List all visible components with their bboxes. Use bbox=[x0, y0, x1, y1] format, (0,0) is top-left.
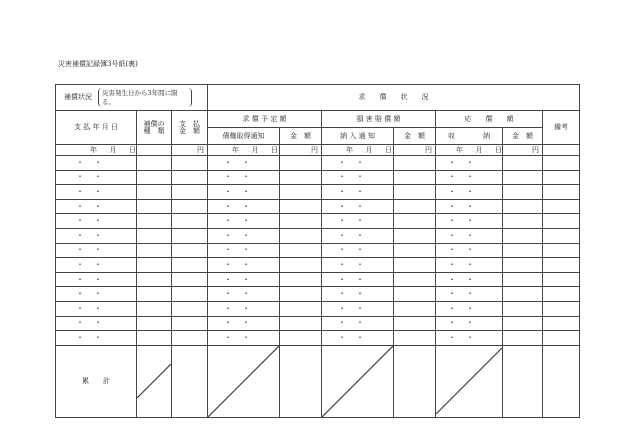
ymd-unit-cell bbox=[56, 145, 137, 156]
claim-amount-cell[interactable] bbox=[280, 214, 322, 229]
total-pay-amount[interactable] bbox=[172, 345, 208, 417]
date-cell[interactable] bbox=[208, 287, 280, 302]
damages-amount-cell[interactable] bbox=[394, 272, 436, 287]
response-amount-cell[interactable] bbox=[503, 331, 543, 346]
date-separators: ・ ・ bbox=[448, 274, 474, 284]
payment-notice-subheader: 納 入 通 知 bbox=[322, 128, 394, 145]
date-separators: ・ ・ bbox=[448, 259, 474, 269]
claim-amount-cell[interactable] bbox=[280, 185, 322, 200]
unit-month: 月 bbox=[251, 145, 259, 154]
yen-unit-cell: 円 bbox=[172, 145, 208, 156]
date-separators: ・ ・ bbox=[448, 245, 474, 255]
date-separators: ・ ・ bbox=[76, 303, 102, 313]
date-cell[interactable] bbox=[208, 156, 280, 171]
response-amount-cell[interactable] bbox=[503, 243, 543, 258]
date-separators: ・ ・ bbox=[448, 172, 474, 182]
date-cell[interactable] bbox=[436, 170, 503, 185]
date-cell[interactable] bbox=[208, 331, 280, 346]
pay-amount-cell[interactable] bbox=[172, 185, 208, 200]
comp-type-cell[interactable] bbox=[137, 331, 172, 346]
table-row bbox=[56, 272, 580, 287]
date-cell[interactable] bbox=[322, 185, 394, 200]
status-label: 補償状況 bbox=[64, 93, 92, 101]
response-amount-cell[interactable] bbox=[503, 156, 543, 171]
table-row bbox=[56, 287, 580, 302]
date-separators: ・ ・ bbox=[76, 274, 102, 284]
table-row bbox=[56, 258, 580, 273]
date-separators: ・ ・ bbox=[224, 274, 250, 284]
total-claim-date-slash bbox=[208, 345, 280, 417]
date-separators: ・ ・ bbox=[76, 216, 102, 226]
date-cell[interactable] bbox=[208, 258, 280, 273]
response-amount-cell[interactable] bbox=[503, 316, 543, 331]
date-separators: ・ ・ bbox=[338, 303, 364, 313]
date-cell[interactable] bbox=[322, 228, 394, 243]
response-amount-cell[interactable] bbox=[503, 199, 543, 214]
table-row bbox=[56, 243, 580, 258]
comp-type-cell[interactable] bbox=[137, 156, 172, 171]
date-separators: ・ ・ bbox=[338, 318, 364, 328]
date-separators: ・ ・ bbox=[76, 186, 102, 196]
comp-type-cell[interactable] bbox=[137, 170, 172, 185]
date-cell[interactable] bbox=[208, 170, 280, 185]
date-separators: ・ ・ bbox=[76, 245, 102, 255]
unit-month: 月 bbox=[109, 145, 117, 154]
damages-amount-cell[interactable] bbox=[394, 287, 436, 302]
claim-amount-cell[interactable] bbox=[280, 170, 322, 185]
response-amount-cell[interactable] bbox=[503, 287, 543, 302]
unit-day: 日 bbox=[129, 145, 136, 154]
date-separators: ・ ・ bbox=[448, 157, 474, 167]
date-separators: ・ ・ bbox=[448, 303, 474, 313]
date-cell[interactable] bbox=[56, 199, 137, 214]
date-separators: ・ ・ bbox=[224, 245, 250, 255]
date-separators: ・ ・ bbox=[76, 172, 102, 182]
pay-amount-cell[interactable] bbox=[172, 331, 208, 346]
date-cell[interactable] bbox=[436, 228, 503, 243]
date-cell[interactable] bbox=[56, 272, 137, 287]
date-separators: ・ ・ bbox=[448, 332, 474, 342]
damages-amount-cell[interactable] bbox=[394, 228, 436, 243]
date-separators: ・ ・ bbox=[76, 332, 102, 342]
pay-amount-cell[interactable] bbox=[172, 170, 208, 185]
date-separators: ・ ・ bbox=[338, 216, 364, 226]
pay-amount-cell[interactable] bbox=[172, 228, 208, 243]
remarks-cell[interactable] bbox=[543, 156, 580, 171]
date-separators: ・ ・ bbox=[338, 332, 364, 342]
unit-day: 日 bbox=[495, 145, 502, 154]
claim-amount-cell[interactable] bbox=[280, 287, 322, 302]
date-separators: ・ ・ bbox=[76, 230, 102, 240]
date-separators: ・ ・ bbox=[448, 230, 474, 240]
table-row bbox=[56, 228, 580, 243]
date-cell[interactable] bbox=[56, 287, 137, 302]
date-separators: ・ ・ bbox=[76, 289, 102, 299]
date-cell[interactable] bbox=[436, 199, 503, 214]
blank-cell bbox=[137, 145, 172, 156]
status-note: 災害発生日から3年間に限る。 bbox=[98, 88, 192, 108]
remarks-header: 備考 bbox=[543, 111, 580, 145]
date-cell[interactable] bbox=[322, 156, 394, 171]
date-cell[interactable] bbox=[322, 214, 394, 229]
date-separators: ・ ・ bbox=[448, 186, 474, 196]
date-separators: ・ ・ bbox=[338, 201, 364, 211]
response-amount-cell[interactable] bbox=[503, 185, 543, 200]
amount-a-subheader: 金 額 bbox=[280, 128, 322, 145]
damages-amount-cell[interactable] bbox=[394, 214, 436, 229]
table-row bbox=[56, 316, 580, 331]
pay-amount-cell[interactable] bbox=[172, 301, 208, 316]
date-cell[interactable] bbox=[436, 316, 503, 331]
yen-unit-cell: 円 bbox=[503, 145, 543, 156]
response-amount-cell[interactable] bbox=[503, 214, 543, 229]
remarks-cell[interactable] bbox=[543, 214, 580, 229]
diagonal-line bbox=[436, 348, 502, 414]
date-separators: ・ ・ bbox=[338, 289, 364, 299]
date-cell[interactable] bbox=[208, 301, 280, 316]
table-row bbox=[56, 185, 580, 200]
response-amount-cell[interactable] bbox=[503, 272, 543, 287]
date-separators: ・ ・ bbox=[76, 157, 102, 167]
date-cell[interactable] bbox=[56, 243, 137, 258]
date-separators: ・ ・ bbox=[224, 230, 250, 240]
pay-amount-line1: 支 払 bbox=[179, 119, 200, 128]
comp-type-cell[interactable] bbox=[137, 287, 172, 302]
date-cell[interactable] bbox=[436, 272, 503, 287]
date-cell[interactable] bbox=[208, 272, 280, 287]
date-separators: ・ ・ bbox=[76, 318, 102, 328]
pay-amount-line2: 金 額 bbox=[179, 126, 200, 135]
remarks-cell[interactable] bbox=[543, 243, 580, 258]
date-cell[interactable] bbox=[56, 170, 137, 185]
unit-month: 月 bbox=[365, 145, 373, 154]
date-separators: ・ ・ bbox=[224, 172, 250, 182]
unit-day: 日 bbox=[385, 145, 392, 154]
remarks-cell[interactable] bbox=[543, 258, 580, 273]
date-cell[interactable] bbox=[208, 243, 280, 258]
comp-type-cell[interactable] bbox=[137, 243, 172, 258]
payment-date-header: 支 払 年 月 日 bbox=[56, 111, 137, 145]
damages-amount-cell[interactable] bbox=[394, 316, 436, 331]
claim-amount-cell[interactable] bbox=[280, 272, 322, 287]
comp-type-cell[interactable] bbox=[137, 185, 172, 200]
date-cell[interactable] bbox=[56, 185, 137, 200]
comp-type-cell[interactable] bbox=[137, 214, 172, 229]
date-separators: ・ ・ bbox=[224, 157, 250, 167]
form-caption: 災害補償記録簿3号紙(裏) bbox=[58, 60, 138, 68]
date-separators: ・ ・ bbox=[224, 303, 250, 313]
comp-type-cell[interactable] bbox=[137, 258, 172, 273]
pay-amount-cell[interactable] bbox=[172, 214, 208, 229]
damages-header: 損 害 賠 償 額 bbox=[322, 111, 436, 128]
unit-month: 月 bbox=[475, 145, 483, 154]
date-cell[interactable] bbox=[322, 316, 394, 331]
damages-amount-cell[interactable] bbox=[394, 185, 436, 200]
remarks-cell[interactable] bbox=[543, 331, 580, 346]
claim-status-header: 求 償 状 況 bbox=[208, 85, 580, 111]
claim-amount-cell[interactable] bbox=[280, 258, 322, 273]
date-cell[interactable] bbox=[322, 199, 394, 214]
response-amount-cell[interactable] bbox=[503, 258, 543, 273]
remarks-cell[interactable] bbox=[543, 185, 580, 200]
date-separators: ・ ・ bbox=[76, 201, 102, 211]
comp-type-cell[interactable] bbox=[137, 272, 172, 287]
total-type-slash bbox=[137, 345, 172, 417]
pay-amount-cell[interactable] bbox=[172, 199, 208, 214]
date-cell[interactable] bbox=[56, 214, 137, 229]
response-header: 応 償 額 bbox=[436, 111, 543, 128]
date-separators: ・ ・ bbox=[224, 289, 250, 299]
date-separators: ・ ・ bbox=[338, 274, 364, 284]
date-cell[interactable] bbox=[56, 228, 137, 243]
date-cell[interactable] bbox=[56, 301, 137, 316]
claim-amount-cell[interactable] bbox=[280, 316, 322, 331]
remarks-cell[interactable] bbox=[543, 316, 580, 331]
amount-b-subheader: 金 額 bbox=[394, 128, 436, 145]
unit-day: 日 bbox=[271, 145, 278, 154]
date-cell[interactable] bbox=[322, 272, 394, 287]
date-cell[interactable] bbox=[322, 258, 394, 273]
claim-amount-cell[interactable] bbox=[280, 228, 322, 243]
blank-cell bbox=[543, 145, 580, 156]
total-claim-amount[interactable] bbox=[280, 345, 322, 417]
date-cell[interactable] bbox=[436, 156, 503, 171]
total-damages-date-slash bbox=[322, 345, 394, 417]
response-amount-cell[interactable] bbox=[503, 301, 543, 316]
date-cell[interactable] bbox=[56, 331, 137, 346]
date-separators: ・ ・ bbox=[224, 216, 250, 226]
comp-type-cell[interactable] bbox=[137, 316, 172, 331]
table-row bbox=[56, 170, 580, 185]
diagonal-line bbox=[137, 364, 171, 398]
date-cell[interactable] bbox=[436, 243, 503, 258]
damages-amount-cell[interactable] bbox=[394, 170, 436, 185]
total-response-amount[interactable] bbox=[503, 345, 543, 417]
date-separators: ・ ・ bbox=[76, 259, 102, 269]
total-response-date-slash bbox=[436, 345, 503, 417]
date-cell[interactable] bbox=[208, 316, 280, 331]
comp-type-cell[interactable] bbox=[137, 228, 172, 243]
date-cell[interactable] bbox=[56, 316, 137, 331]
date-cell[interactable] bbox=[436, 185, 503, 200]
unit-year: 年 bbox=[346, 145, 353, 154]
date-separators: ・ ・ bbox=[224, 318, 250, 328]
date-separators: ・ ・ bbox=[224, 186, 250, 196]
claim-planned-header: 求 償 予 定 額 bbox=[208, 111, 322, 128]
date-separators: ・ ・ bbox=[338, 259, 364, 269]
ymd-unit-cell bbox=[322, 145, 394, 156]
date-separators: ・ ・ bbox=[338, 186, 364, 196]
date-cell[interactable] bbox=[56, 258, 137, 273]
compensation-record-table bbox=[55, 84, 580, 418]
comp-type-header bbox=[137, 111, 172, 145]
date-cell[interactable] bbox=[436, 301, 503, 316]
bond-notice-subheader: 債権取得通知 bbox=[208, 128, 280, 145]
response-amount-cell[interactable] bbox=[503, 228, 543, 243]
comp-type-cell[interactable] bbox=[137, 301, 172, 316]
remarks-cell[interactable] bbox=[543, 228, 580, 243]
date-cell[interactable] bbox=[436, 214, 503, 229]
date-cell[interactable] bbox=[322, 301, 394, 316]
diagonal-line bbox=[322, 346, 393, 417]
date-separators: ・ ・ bbox=[448, 216, 474, 226]
date-separators: ・ ・ bbox=[338, 245, 364, 255]
date-separators: ・ ・ bbox=[338, 157, 364, 167]
yen-unit-cell: 円 bbox=[394, 145, 436, 156]
date-cell[interactable] bbox=[436, 287, 503, 302]
damages-amount-cell[interactable] bbox=[394, 156, 436, 171]
damages-amount-cell[interactable] bbox=[394, 331, 436, 346]
remarks-cell[interactable] bbox=[543, 199, 580, 214]
table-row bbox=[56, 331, 580, 346]
date-separators: ・ ・ bbox=[338, 230, 364, 240]
claim-amount-cell[interactable] bbox=[280, 199, 322, 214]
date-cell[interactable] bbox=[208, 214, 280, 229]
date-separators: ・ ・ bbox=[224, 259, 250, 269]
pay-amount-cell[interactable] bbox=[172, 156, 208, 171]
date-separators: ・ ・ bbox=[448, 318, 474, 328]
damages-amount-cell[interactable] bbox=[394, 243, 436, 258]
date-cell[interactable] bbox=[322, 287, 394, 302]
damages-amount-cell[interactable] bbox=[394, 258, 436, 273]
units-row bbox=[56, 145, 580, 156]
response-amount-cell[interactable] bbox=[503, 170, 543, 185]
claim-amount-cell[interactable] bbox=[280, 331, 322, 346]
unit-year: 年 bbox=[90, 145, 97, 154]
pay-amount-header bbox=[172, 111, 208, 145]
unit-year: 年 bbox=[232, 145, 239, 154]
pay-amount-cell[interactable] bbox=[172, 272, 208, 287]
pay-amount-cell[interactable] bbox=[172, 243, 208, 258]
total-row bbox=[56, 345, 580, 417]
yen-unit-cell: 円 bbox=[280, 145, 322, 156]
status-header-cell bbox=[56, 85, 208, 111]
date-separators: ・ ・ bbox=[448, 201, 474, 211]
remarks-cell[interactable] bbox=[543, 272, 580, 287]
comp-type-cell[interactable] bbox=[137, 199, 172, 214]
date-cell[interactable] bbox=[56, 156, 137, 171]
unit-year: 年 bbox=[456, 145, 463, 154]
pay-amount-cell[interactable] bbox=[172, 316, 208, 331]
date-cell[interactable] bbox=[208, 228, 280, 243]
comp-type-line1: 補償の bbox=[143, 119, 165, 128]
damages-amount-cell[interactable] bbox=[394, 301, 436, 316]
claim-amount-cell[interactable] bbox=[280, 243, 322, 258]
claim-amount-cell[interactable] bbox=[280, 156, 322, 171]
total-damages-amount[interactable] bbox=[394, 345, 436, 417]
date-separators: ・ ・ bbox=[338, 172, 364, 182]
date-cell[interactable] bbox=[436, 258, 503, 273]
total-label: 累 計 bbox=[56, 345, 137, 417]
diagonal-line bbox=[208, 346, 279, 417]
remarks-cell[interactable] bbox=[543, 301, 580, 316]
table-row bbox=[56, 301, 580, 316]
table-row bbox=[56, 156, 580, 171]
pay-amount-cell[interactable] bbox=[172, 287, 208, 302]
table-row bbox=[56, 199, 580, 214]
date-separators: ・ ・ bbox=[224, 201, 250, 211]
amount-c-subheader: 金 額 bbox=[503, 128, 543, 145]
remarks-cell[interactable] bbox=[543, 287, 580, 302]
date-cell[interactable] bbox=[208, 185, 280, 200]
receipt-subheader: 収 納 bbox=[436, 128, 503, 145]
date-cell[interactable] bbox=[322, 331, 394, 346]
date-separators: ・ ・ bbox=[448, 289, 474, 299]
date-separators: ・ ・ bbox=[224, 332, 250, 342]
claim-amount-cell[interactable] bbox=[280, 301, 322, 316]
ymd-unit-cell bbox=[436, 145, 503, 156]
comp-type-line2: 種 類 bbox=[143, 126, 165, 135]
ymd-unit-cell bbox=[208, 145, 280, 156]
damages-amount-cell[interactable] bbox=[394, 199, 436, 214]
remarks-cell[interactable] bbox=[543, 170, 580, 185]
date-cell[interactable] bbox=[208, 199, 280, 214]
date-cell[interactable] bbox=[322, 243, 394, 258]
date-cell[interactable] bbox=[436, 331, 503, 346]
table-row bbox=[56, 214, 580, 229]
total-remarks[interactable] bbox=[543, 345, 580, 417]
pay-amount-cell[interactable] bbox=[172, 258, 208, 273]
date-cell[interactable] bbox=[322, 170, 394, 185]
